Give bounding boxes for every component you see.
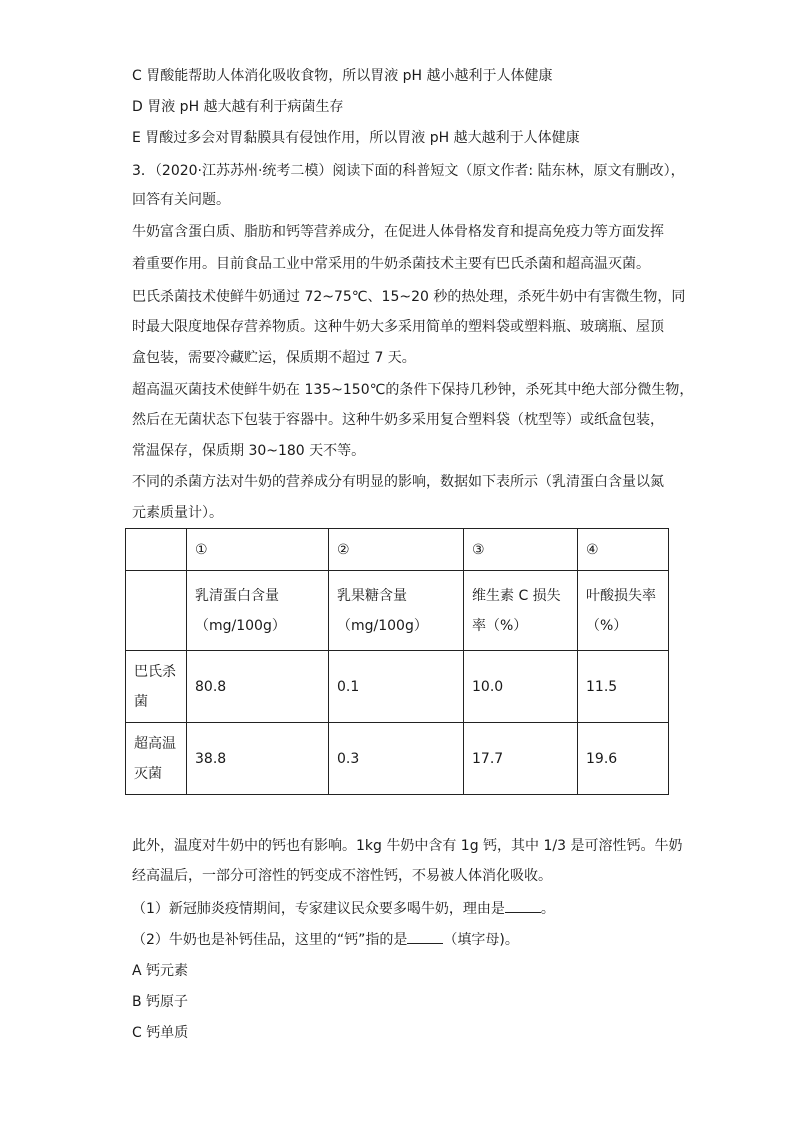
paragraph-5-line-1: 此外，温度对牛奶中的钙也有影响。1kg 牛奶中含有 1g 钙，其中 1/3 是可溶性钙。牛奶 [132, 838, 683, 854]
table-cell: 19.6 [578, 723, 669, 795]
sub-question-1-end: 。 [540, 901, 555, 917]
paragraph-2-line-2: 时最大限度地保存营养物质。这种牛奶大多采用简单的塑料袋或塑料瓶、玻璃瓶、屋顶 [132, 319, 664, 335]
sub-question-2-text: （2）牛奶也是补钙佳品，这里的“钙”指的是 [132, 932, 408, 948]
sub-question-2-end: （填字母)。 [443, 932, 519, 948]
choice-a: A 钙元素 [132, 963, 189, 979]
paragraph-2-line-3: 盒包装，需要冷藏贮运，保质期不超过 7 天。 [132, 350, 416, 366]
paragraph-4-line-2: 元素质量计）。 [132, 505, 223, 521]
answer-blank [505, 898, 541, 913]
option-d: D 胃液 pH 越大越有利于病菌生存 [132, 99, 344, 115]
table-row-label: 超高温 灭菌 [126, 723, 187, 795]
table-header-row [126, 571, 669, 651]
choice-b: B 钙原子 [132, 994, 189, 1010]
table-number-cell: ③ [464, 529, 578, 571]
table-cell: 0.3 [329, 723, 464, 795]
table-empty-cell [126, 571, 187, 651]
table-number-row [126, 529, 669, 571]
table-header-cell: 维生素 C 损失 率（%） [464, 571, 578, 651]
table-cell: 17.7 [464, 723, 578, 795]
paragraph-2-line-1: 巴氏杀菌技术使鲜牛奶通过 72~75℃、15~20 秒的热处理，杀死牛奶中有害微生物，同 [132, 289, 686, 305]
sub-question-1-text: （1）新冠肺炎疫情期间，专家建议民众要多喝牛奶，理由是 [132, 901, 505, 917]
paragraph-4-line-1: 不同的杀菌方法对牛奶的营养成分有明显的影响，数据如下表所示（乳清蛋白含量以氮 [132, 474, 664, 490]
table-corner-cell [126, 529, 187, 571]
option-c: C 胃酸能帮助人体消化吸收食物，所以胃液 pH 越小越利于人体健康 [132, 68, 553, 84]
table-cell: 0.1 [329, 651, 464, 723]
sub-question-2 [132, 929, 519, 950]
table-cell: 80.8 [187, 651, 329, 723]
table-number-cell: ② [329, 529, 464, 571]
table-number-cell: ① [187, 529, 329, 571]
question-3-heading-cont: 回答有关问题。 [132, 192, 230, 208]
table-cell: 38.8 [187, 723, 329, 795]
paragraph-1-line-2: 着重要作用。目前食品工业中常采用的牛奶杀菌技术主要有巴氏杀菌和超高温灭菌。 [132, 256, 650, 272]
nutrition-table [125, 528, 669, 795]
paragraph-5-line-2: 经高温后，一部分可溶性的钙变成不溶性钙，不易被人体消化吸收。 [132, 868, 552, 884]
choice-c: C 钙单质 [132, 1025, 189, 1041]
option-e: E 胃酸过多会对胃黏膜具有侵蚀作用，所以胃液 pH 越大越利于人体健康 [132, 130, 580, 146]
table-cell: 10.0 [464, 651, 578, 723]
paragraph-1-line-1: 牛奶富含蛋白质、脂肪和钙等营养成分，在促进人体骨格发育和提高免疫力等方面发挥 [132, 224, 664, 240]
table-row-label: 巴氏杀 菌 [126, 651, 187, 723]
table-header-cell: 乳清蛋白含量 （mg/100g） [187, 571, 329, 651]
paragraph-3-line-2: 然后在无菌状态下包装于容器中。这种牛奶多采用复合塑料袋（枕型等）或纸盒包装， [132, 412, 664, 428]
table-row [126, 723, 669, 795]
sub-question-1 [132, 898, 555, 919]
paragraph-3-line-3: 常温保存，保质期 30~180 天不等。 [132, 443, 366, 459]
paragraph-3-line-1: 超高温灭菌技术使鲜牛奶在 135~150℃的条件下保持几秒钟，杀死其中绝大部分微生物， [132, 382, 694, 398]
table-header-cell: 乳果糖含量 （mg/100g） [329, 571, 464, 651]
table-number-cell: ④ [578, 529, 669, 571]
table-row [126, 651, 669, 723]
question-3-heading: 3．（2020·江苏苏州·统考二模）阅读下面的科普短文（原文作者: 陆东林，原文有删改）， [132, 163, 685, 179]
table-header-cell: 叶酸损失率 （%） [578, 571, 669, 651]
answer-blank [407, 929, 443, 944]
table-cell: 11.5 [578, 651, 669, 723]
